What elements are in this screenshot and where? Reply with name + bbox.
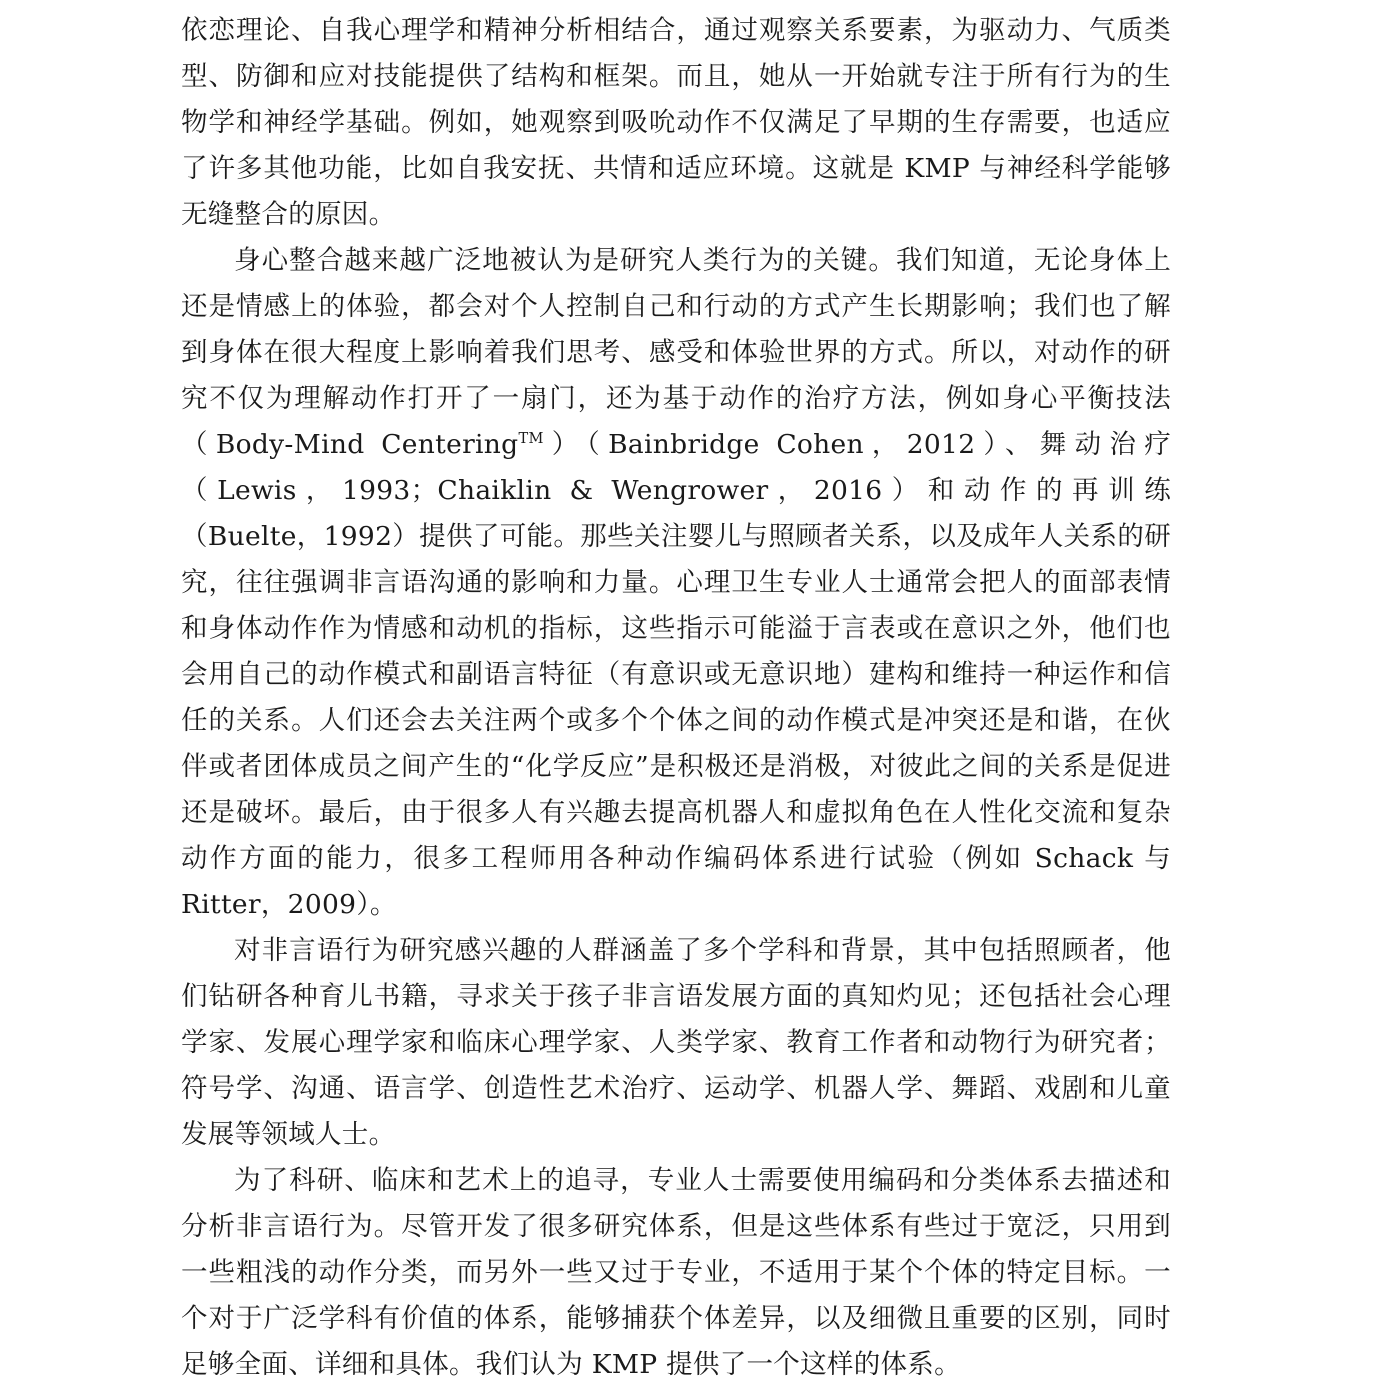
paragraph-3: 对非言语行为研究感兴趣的人群涵盖了多个学科和背景，其中包括照顾者，他们钻研各种育儿书籍，寻求关于孩子非言语发展方面的真知灼见；还包括社会心理学家、发展心理学家和临床心理学家、人类学家、教育工作者和动物行为研究者；符号学、沟通、语言学、创造性艺术治疗、运动学、机器人学、舞蹈、戏剧和儿童发展等领域人士。 xyxy=(181,935,1171,1150)
body-text xyxy=(181,8,1171,1386)
paragraph-2 xyxy=(181,238,1171,928)
trademark-superscript: TM xyxy=(518,430,544,448)
paragraph-2-text-a: 身心整合越来越广泛地被认为是研究人类行为的关键。我们知道，无论身体上还是情感上的体验，都会对个人控制自己和行动的方式产生长期影响；我们也了解到身体在很大程度上影响着我们思考、感受和体验世界的方式。所以，对动作的研究不仅为理解动作打开了一扇门，还为基于动作的治疗方法，例如身心平衡技法（Body-Mind Centering xyxy=(181,245,1171,460)
paragraph-1: 依恋理论、自我心理学和精神分析相结合，通过观察关系要素，为驱动力、气质类型、防御和应对技能提供了结构和框架。而且，她从一开始就专注于所有行为的生物学和神经学基础。例如，她观察到吸吮动作不仅满足了早期的生存需要，也适应了许多其他功能，比如自我安抚、共情和适应环境。这就是 KMP 与神经科学能够无缝整合的原因。 xyxy=(181,15,1171,230)
paragraph-2-text-b: ）（Bainbridge Cohen，2012）、舞动治疗（Lewis，1993；Chaiklin & Wengrower，2016）和动作的再训练（Buelte，1992）提供了可能。那些关注婴儿与照顾者关系，以及成年人关系的研究，往往强调非言语沟通的影响和力量。心理卫生专业人士通常会把人的面部表情和身体动作作为情感和动机的指标，这些指示可能溢于言表或在意识之外，他们也会用自己的动作模式和副语言特征（有意识或无意识地）建构和维持一种运作和信任的关系。人们还会去关注两个或多个个体之间的动作模式是冲突还是和谐，在伙伴或者团体成员之间产生的“化学反应”是积极还是消极，对彼此之间的关系是促进还是破坏。最后，由于很多人有兴趣去提高机器人和虚拟角色在人性化交流和复杂动作方面的能力，很多工程师用各种动作编码体系进行试验（例如 Schack 与 Ritter，2009）。 xyxy=(181,429,1171,920)
paragraph-4: 为了科研、临床和艺术上的追寻，专业人士需要使用编码和分类体系去描述和分析非言语行为。尽管开发了很多研究体系，但是这些体系有些过于宽泛，只用到一些粗浅的动作分类，而另外一些又过于专业，不适用于某个个体的特定目标。一个对于广泛学科有价值的体系，能够捕获个体差异，以及细微且重要的区别，同时足够全面、详细和具体。我们认为 KMP 提供了一个这样的体系。 xyxy=(181,1165,1171,1380)
